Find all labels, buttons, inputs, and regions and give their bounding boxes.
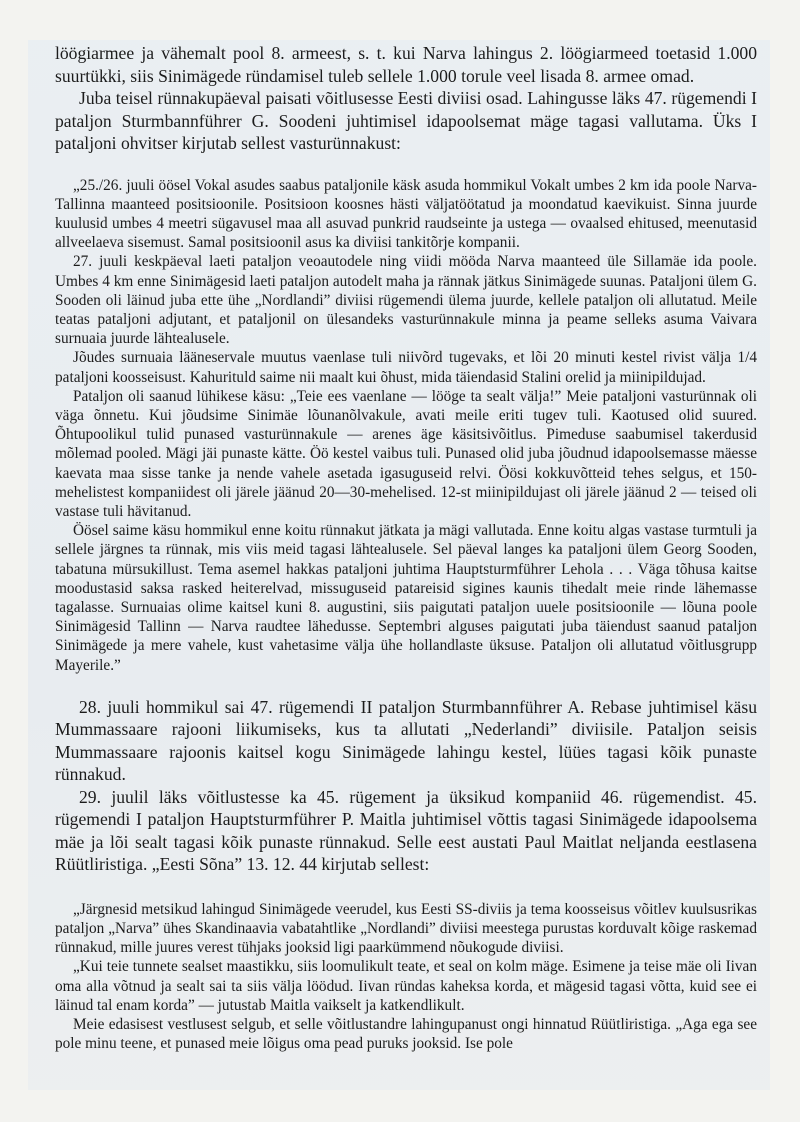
narrative-section-1 [55, 42, 757, 155]
quote-paragraph: Jõudes surnuaia lääneservale muutus vaenlase tuli niivõrd tugevaks, et lõi 20 minuti kestel rivist välja 1/4 pataljoni koosseisust. Kahurituld saime nii maalt kui õhust, mida täiendasid Stalini orelid ja miinipildujad. [55, 349, 757, 386]
paragraph: Juba teisel rünnakupäeval paisati võitlusesse Eesti diviisi osad. Lahingusse läks 47. rügemendi I pataljon Sturmbannführer G. Soodeni juhtimisel idapoolsemat mäge tagasi vallutama. Üks I pataljoni ohvitser kirjutab sellest vasturünnakust: [55, 88, 757, 153]
quote-paragraph: Meie edasisest vestlusest selgub, et selle võitlustandre lahingupanust ongi hinnatud Rüütliristiga. „Aga ega see pole minu teene, et punased meie lõigus oma pead puruks jooksid. Ise pole [55, 1016, 757, 1053]
narrative-section-2 [55, 696, 757, 876]
quote-paragraph: „25./26. juuli öösel Vokal asudes saabus pataljonile käsk asuda hommikul Vokalt umbes 2 km ida poole Narva-Tallinna maanteed positsioonile. Positsioon koosnes hästi väljatöötatud ja moondatud kaevikuist. Sinna juurde kuulusid umbes 4 meetri sügavusel maa all asuvad punkrid raudseinte ja ustega — ovaalsed ehitused, meenutasid allveelaeva sisemust. Samal positsioonil asus ka diviisi tankitõrje kompanii. [55, 176, 757, 252]
quote-paragraph: Öösel saime käsu hommikul enne koitu rünnakut jätkata ja mägi vallutada. Enne koitu algas vastase turmtuli ja sellele järgnes ta rünnak, mis viis meid tagasi lähtealusele. Sel päeval langes ka pataljoni ülem Georg Sooden, tabatuna mürsukillust. Tema asemel hakkas pataljoni juhtima Hauptsturmführer Lehola . . . Väga tõhusa kaitse moodustasid saksa rasked heiterelvad, missuguseid patareisid sigines kaunis tihedalt meie rinde lähemasse tagalasse. Surnuaias olime kaitsel kuni 8. augustini, siis paigutati pataljon uuele positsioonile — lõuna poole Sinimägesid Tallinn — Narva raudtee lähedusse. Septembri alguses paigutati juba täiendust saanud pataljon Sinimägede ja mere vahele, kust vahetasime välja ühe hollandlaste üksuse. Pataljon oli allutatud võitlusgrupp Mayerile.” [55, 522, 757, 674]
quote-paragraph: 27. juuli keskpäeval laeti pataljon veoautodele ning viidi mööda Narva maanteed üle Sillamäe ida poole. Umbes 4 km enne Sinimägesid laeti pataljon autodelt maha ja rännak jätkus Sinimägede suunas. Pataljoni ülem G. Sooden oli läinud juba ette ühe „Nordlandi” diviisi rügemendi ülema juurde, kellele pataljon oli allutatud. Meile teatas pataljoni adjutant, et pataljonil on ülesandeks vasturünnakule minna ja peame selleks asuma Vaivara surnuaia juurde lähtealusele. [55, 253, 757, 348]
quotation-eesti-sona [55, 900, 757, 1054]
paragraph: 29. juulil läks võitlustesse ka 45. rügement ja üksikud kompaniid 46. rügemendist. 45. rügemendi I pataljon Hauptsturmführer P. Maitla juhtimisel võttis tagasi Sinimägede idapoolsema mäe ja lõi sealt tagasi kõik punaste rünnakud. Selle eest austati Paul Maitlat neljanda eestlasena Rüütliristiga. „Eesti Sõna” 13. 12. 44 kirjutab sellest: [55, 786, 757, 875]
spacer [55, 675, 757, 696]
paragraph: löögiarmee ja vähemalt pool 8. armeest, s. t. kui Narva lahingus 2. löögiarmeed toetasid 1.000 suurtükki, siis Sinimägede ründamisel tuleb sellele 1.000 torule veel lisada 8. armee omad. [55, 43, 757, 86]
spacer [55, 155, 757, 176]
quote-paragraph: „Järgnesid metsikud lahingud Sinimägede veerudel, kus Eesti SS-diviis ja tema koosseisus võitlev kuulsusrikas pataljon „Narva” ühes Skandinaavia vabatahtlike „Nordlandi” diviisi meestega purustas korduvalt kõige raskemad rünnakud, mille juures verest tühjaks jooksid ligi paarkümmend nõukogude diviisi. [55, 900, 757, 957]
paragraph: 28. juuli hommikul sai 47. rügemendi II pataljon Sturmbannführer A. Rebase juhtimisel käsu Mummassaare rajooni liikumiseks, kus ta allutati „Nederlandi” diviisile. Pataljon seisis Mummassaare rajoonis kaitsel kogu Sinimägede lahingu kestel, lüües tagasi kõik punaste rünnakud. [55, 696, 757, 785]
quote-paragraph: Pataljon oli saanud lühikese käsu: „Teie ees vaenlane — lööge ta sealt välja!” Meie pataljoni vasturünnak oli väga õnnetu. Kui jõudsime Sinimäe lõunanõlvakule, avati meile eriti tugev tuli. Kaotused olid suured. Õhtupoolikul tulid punased vasturünnakule — arenes äge käsitsivõitlus. Pimeduse saabumisel takerdusid mõlemad pooled. Mägi jäi punaste kätte. Öö kestel vaibus tuli. Punased olid juba jõudnud idapoolsemasse mäesse kaevata maa sisse tanke ja nende vahele asetada igasuguseid relvi. Öösi kokkuvõtteid tehes selgus, et 150-mehelistest kompaniidest oli järele jäänud 20—30-mehelised. 12-st miinipildujast oli järele jäänud 2 — teised oli vastase tuli hävitanud. [55, 387, 757, 520]
book-page [55, 42, 757, 1053]
spacer [55, 876, 757, 900]
quote-paragraph: „Kui teie tunnete sealset maastikku, siis loomulikult teate, et seal on kolm mäge. Esimene ja teise mäe oli Iivan oma alla võtnud ja sealt sai ta siis välja löödud. Iivan ründas kaheksa korda, et mägesid tagasi võtta, kuid see ei läinud tal enam korda” — jutustab Maitla vaikselt ja katkendlikult. [55, 958, 757, 1014]
quotation-officer-account [55, 176, 757, 675]
